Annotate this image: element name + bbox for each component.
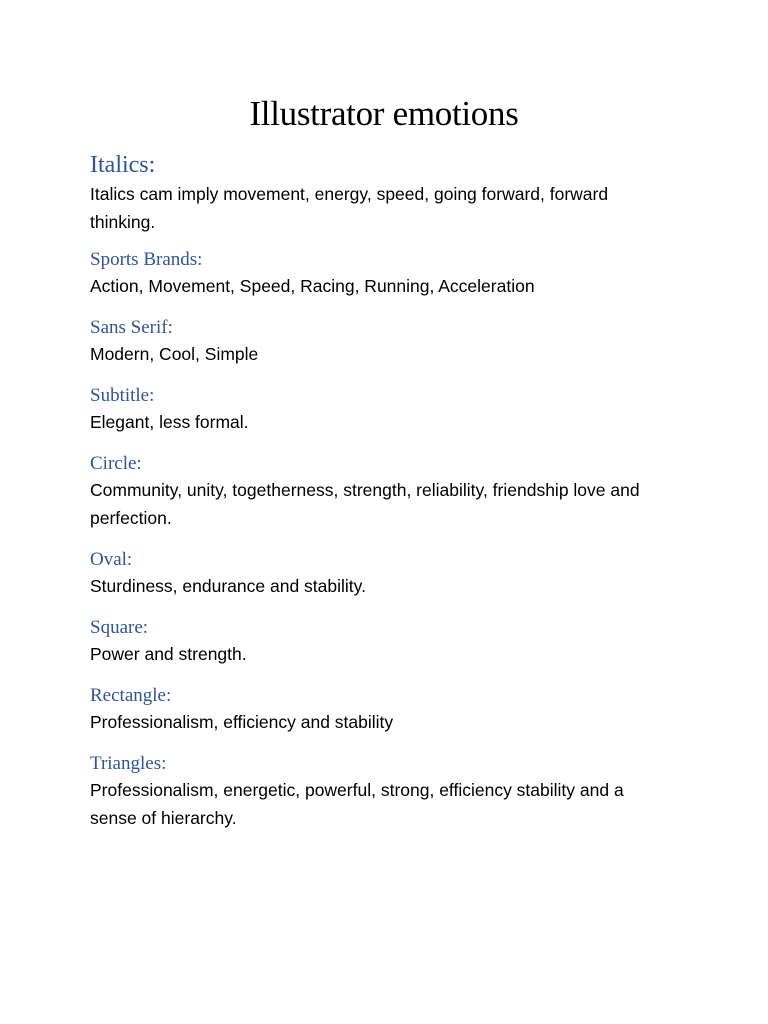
section-heading: Circle:	[90, 453, 142, 474]
section-heading: Italics:	[90, 152, 156, 178]
section-heading: Subtitle:	[90, 385, 155, 406]
document-title: Illustrator emotions	[249, 94, 519, 133]
section-circle	[90, 452, 690, 532]
section-heading: Sports Brands:	[90, 249, 203, 270]
section-subtitle	[90, 384, 690, 436]
section-triangles	[90, 752, 690, 832]
section-text: Action, Movement, Speed, Racing, Running, Acceleration	[90, 276, 535, 296]
section-heading: Square:	[90, 617, 149, 638]
section-heading: Rectangle:	[90, 685, 172, 706]
document-body	[90, 150, 690, 832]
section-text: Elegant, less formal.	[90, 412, 249, 432]
section-text: Italics cam imply movement, energy, speed, going forward, forward thinking.	[90, 184, 609, 232]
section-rectangle	[90, 684, 690, 736]
section-text: Power and strength.	[90, 644, 247, 664]
section-sports-brands	[90, 248, 690, 300]
section-text: Modern, Cool, Simple	[90, 344, 259, 364]
section-oval	[90, 548, 690, 600]
section-heading: Triangles:	[90, 753, 167, 774]
section-heading: Oval:	[90, 549, 133, 570]
section-italics	[90, 150, 690, 236]
section-square	[90, 616, 690, 668]
section-sans-serif	[90, 316, 690, 368]
section-heading: Sans Serif:	[90, 317, 173, 338]
section-text: Professionalism, efficiency and stability	[90, 712, 394, 732]
section-text: Sturdiness, endurance and stability.	[90, 576, 366, 596]
section-text: Professionalism, energetic, powerful, strong, efficiency stability and a sense of hierarchy.	[90, 780, 624, 828]
section-text: Community, unity, togetherness, strength, reliability, friendship love and perfection.	[90, 480, 640, 528]
